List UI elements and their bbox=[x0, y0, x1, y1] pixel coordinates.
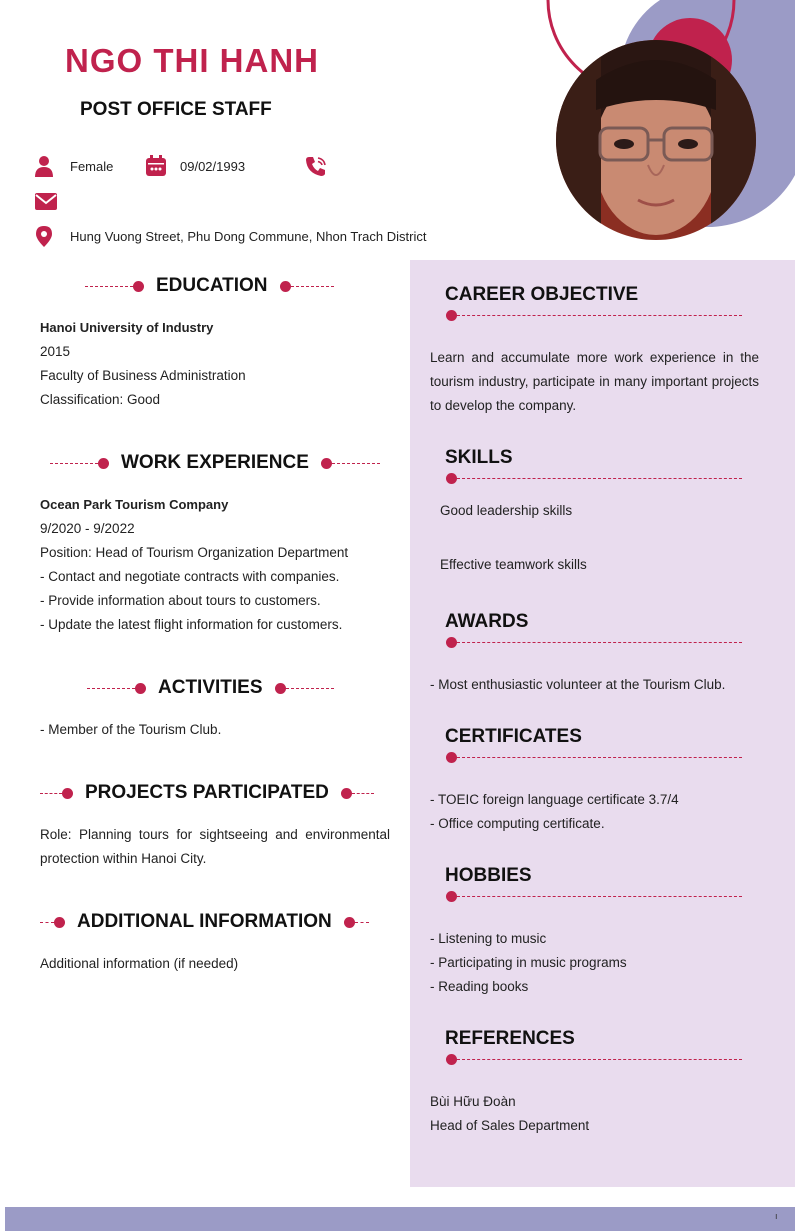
work-heading bbox=[50, 452, 380, 474]
certificates-divider bbox=[446, 751, 742, 763]
phone-icon bbox=[305, 155, 327, 177]
activities-title: ACTIVITIES bbox=[158, 677, 263, 698]
skill-item: Good leadership skills bbox=[440, 503, 573, 518]
education-classification: Classification: Good bbox=[40, 392, 161, 407]
hobby-item: - Participating in music programs bbox=[430, 955, 627, 970]
additional-text: Additional information (if needed) bbox=[40, 956, 239, 971]
hobby-item: - Listening to music bbox=[430, 931, 547, 946]
location-pin-icon bbox=[33, 225, 55, 247]
education-faculty: Faculty of Business Administration bbox=[40, 368, 246, 383]
work-position: Position: Head of Tourism Organization Department bbox=[40, 545, 349, 560]
additional-heading bbox=[40, 911, 369, 933]
activities-heading bbox=[87, 677, 334, 699]
awards-title: AWARDS bbox=[445, 611, 529, 632]
gender-value: Female bbox=[70, 158, 114, 174]
profile-photo bbox=[556, 40, 756, 240]
phone-row bbox=[305, 155, 342, 177]
birth-date-row bbox=[145, 155, 245, 177]
objective-text: Learn and accumulate more work experience in the tourism industry, participate in many important projects to develop the company. bbox=[430, 350, 759, 413]
email-row bbox=[35, 190, 72, 212]
award-item: - Most enthusiastic volunteer at the Tourism Club. bbox=[430, 677, 726, 692]
skill-item: Effective teamwork skills bbox=[440, 557, 587, 572]
birth-date-value: 09/02/1993 bbox=[180, 158, 246, 174]
work-duty: - Provide information about tours to customers. bbox=[40, 593, 321, 608]
reference-role: Head of Sales Department bbox=[430, 1118, 590, 1133]
references-title: REFERENCES bbox=[445, 1028, 575, 1049]
work-duty: - Update the latest flight information for customers. bbox=[40, 617, 343, 632]
certificate-item: - Office computing certificate. bbox=[430, 816, 605, 831]
awards-divider bbox=[446, 636, 742, 648]
education-title: EDUCATION bbox=[156, 275, 268, 296]
projects-text: Role: Planning tours for sightseeing and environmental protection within Hanoi City. bbox=[40, 827, 390, 866]
work-company: Ocean Park Tourism Company bbox=[40, 497, 229, 512]
hobby-item: - Reading books bbox=[430, 979, 529, 994]
additional-title: ADDITIONAL INFORMATION bbox=[77, 911, 332, 932]
projects-title: PROJECTS PARTICIPATED bbox=[85, 782, 329, 803]
job-title: POST OFFICE STAFF bbox=[80, 99, 272, 120]
hobbies-divider bbox=[446, 890, 742, 902]
hobbies-title: HOBBIES bbox=[445, 865, 532, 886]
person-icon bbox=[33, 155, 55, 177]
work-title: WORK EXPERIENCE bbox=[121, 452, 309, 473]
candidate-name: NGO THI HANH bbox=[65, 42, 319, 79]
gender-row bbox=[33, 155, 113, 177]
certificate-item: - TOEIC foreign language certificate 3.7/4 bbox=[430, 792, 679, 807]
education-school: Hanoi University of Industry bbox=[40, 320, 214, 335]
skills-title: SKILLS bbox=[445, 447, 513, 468]
projects-heading bbox=[40, 782, 374, 804]
footer-bar bbox=[5, 1207, 795, 1231]
references-divider bbox=[446, 1053, 742, 1065]
envelope-icon bbox=[35, 190, 57, 212]
activity-item: - Member of the Tourism Club. bbox=[40, 722, 222, 737]
objective-title: CAREER OBJECTIVE bbox=[445, 284, 639, 305]
education-year: 2015 bbox=[40, 344, 71, 359]
footer-mark: ı bbox=[775, 1211, 778, 1221]
work-duty: - Contact and negotiate contracts with companies. bbox=[40, 569, 340, 584]
work-period: 9/2020 - 9/2022 bbox=[40, 521, 135, 536]
calendar-icon bbox=[145, 155, 167, 177]
address-row bbox=[33, 225, 426, 247]
education-heading bbox=[85, 275, 334, 297]
skills-divider bbox=[446, 472, 742, 484]
objective-divider bbox=[446, 309, 742, 321]
address-value: Hung Vuong Street, Phu Dong Commune, Nhon Trach District bbox=[70, 228, 427, 244]
certificates-title: CERTIFICATES bbox=[445, 726, 582, 747]
reference-name: Bùi Hữu Đoàn bbox=[430, 1094, 516, 1109]
